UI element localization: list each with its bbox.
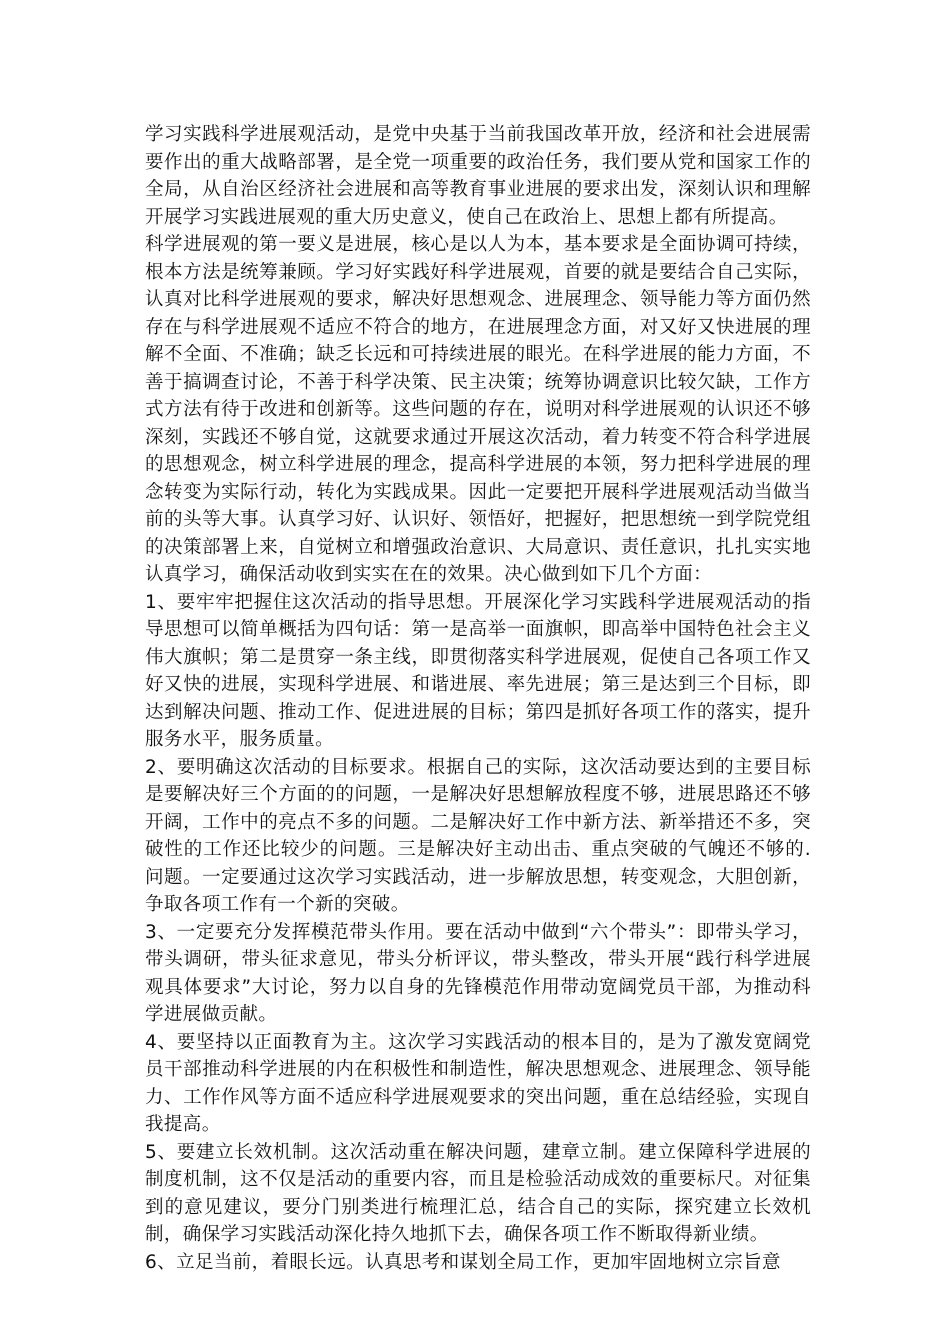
paragraph-scientific-development: 科学进展观的第一要义是进展，核心是以人为本，基本要求是全面协调可持续，根本方法是统筹兼顾。学习好实践好科学进展观，首要的就是要结合自己实际，认真对比科学进展观的要求，解决好思想观念、进展理念、领导能力等方面仍然存在与科学进展观不适应不符合的地方，在进展理念方面，对又好又快进展的理解不全面、不准确；缺乏长远和可持续进展的眼光。在科学进展的能力方面，不善于搞调查讨论，不善于科学决策、民主决策；统筹协调意识比较欠缺，工作方式方法有待于改进和创新等。这些问题的存在，说明对科学进展观的认识还不够深刻，实践还不够自觉，这就要求通过开展这次活动，着力转变不符合科学进展的思想观念，树立科学进展的理念，提高科学进展的本领，努力把科学进展的理念转变为实际行动，转化为实践成果。因此一定要把开展科学进展观活动当做当前的头等大事。认真学习好、认识好、领悟好，把握好，把思想统一到学院党组的决策部署上来，自觉树立和增强政治意识、大局意识、责任意识，扎扎实实地认真学习，确保活动收到实实在在的效果。决心做到如下几个方面： (145, 234, 811, 585)
paragraph-item-3: 3、一定要充分发挥模范带头作用。要在活动中做到“六个带头”：即带头学习，带头调研，带头征求意见，带头分析评议，带头整改，带头开展“践行科学进展观具体要求”大讨论，努力以自身的先锋模范作用带动宽阔党员干部，为推动科学进展做贡献。 (145, 921, 811, 1025)
paragraph-item-4: 4、要坚持以正面教育为主。这次学习实践活动的根本目的，是为了激发宽阔党员干部推动科学进展的内在积极性和制造性，解决思想观念、进展理念、领导能力、工作作风等方面不适应科学进展观要求的突出问题，重在总结经验，实现自我提高。 (145, 1031, 811, 1135)
document-body (145, 121, 811, 1276)
paragraph-intro: 学习实践科学进展观活动，是党中央基于当前我国改革开放，经济和社会进展需要作出的重大战略部署，是全党一项重要的政治任务，我们要从党和国家工作的全局，从自治区经济社会进展和高等教育事业进展的要求出发，深刻认识和理解开展学习实践进展观的重大历史意义，使自己在政治上、思想上都有所提高。 (145, 124, 811, 228)
paragraph-item-2: 2、要明确这次活动的目标要求。根据自己的实际，这次活动要达到的主要目标是要解决好三个方面的的问题，一是解决好思想解放程度不够，进展思路还不够开阔，工作中的亮点不多的问题。二是解决好工作中新方法、新举措还不多，突破性的工作还比较少的问题。三是解决好主动出击、重点突破的气魄还不够的.问题。一定要通过这次学习实践活动，进一步解放思想，转变观念，大胆创新，争取各项工作有一个新的突破。 (145, 756, 811, 915)
paragraph-item-1: 1、要牢牢把握住这次活动的指导思想。开展深化学习实践科学进展观活动的指导思想可以简单概括为四句话：第一是高举一面旗帜，即高举中国特色社会主义伟大旗帜；第二是贯穿一条主线，即贯彻落实科学进展观，促使自己各项工作又好又快的进展，实现科学进展、和谐进展、率先进展；第三是达到三个目标，即达到解决问题、推动工作、促进进展的目标；第四是抓好各项工作的落实，提升服务水平，服务质量。 (145, 591, 811, 750)
paragraph-item-6: 6、立足当前，着眼长远。认真思考和谋划全局工作，更加牢固地树立宗旨意 (145, 1251, 781, 1273)
paragraph-item-5: 5、要建立长效机制。这次活动重在解决问题，建章立制。建立保障科学进展的制度机制，这不仅是活动的重要内容，而且是检验活动成效的重要标尺。对征集到的意见建议，要分门别类进行梳理汇总，结合自己的实际，探究建立长效机制，确保学习实践活动深化持久地抓下去，确保各项工作不断取得新业绩。 (145, 1141, 811, 1245)
